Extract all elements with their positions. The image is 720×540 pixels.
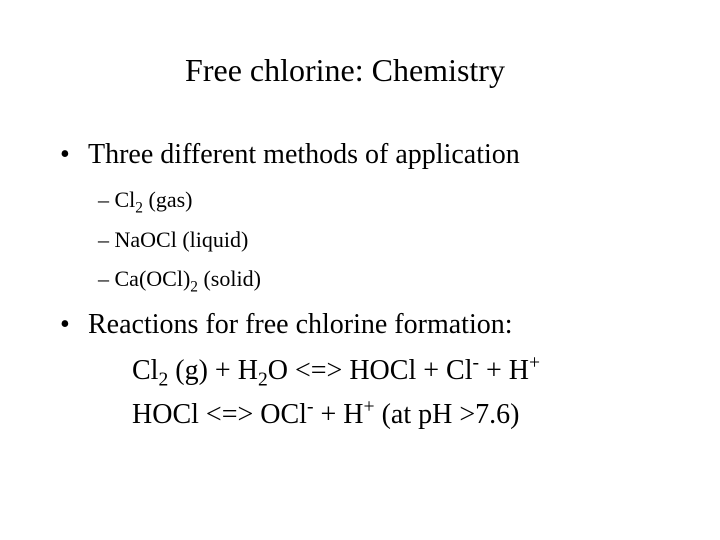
equation-part: (at pH >7.6) (374, 399, 520, 430)
superscript: + (529, 352, 541, 374)
equation-dissociation (132, 398, 519, 432)
equation-part: HOCl <=> OCl (132, 399, 307, 430)
bullet-text: Reactions for free chlorine formation: (88, 309, 513, 340)
sub-item-dash: – (98, 266, 109, 291)
bullet-text: Three different methods of application (88, 139, 520, 170)
sub-item-liquid (98, 226, 248, 254)
superscript: + (363, 396, 375, 418)
superscript: - (306, 396, 314, 418)
sub-item-text: NaOCl (liquid) (114, 227, 249, 252)
sub-item-dash: – (98, 227, 109, 252)
formula-part: Cl (114, 187, 136, 212)
equation-part: (g) + H (168, 355, 258, 386)
bullet-methods (60, 138, 520, 172)
subscript: 2 (257, 369, 268, 391)
formula-part: Ca(OCl) (114, 266, 191, 291)
equation-part: Cl (132, 355, 159, 386)
equation-part: + H (479, 355, 530, 386)
subscript: 2 (158, 369, 169, 391)
subscript: 2 (190, 278, 198, 296)
sub-item-dash: – (98, 187, 109, 212)
bullet-marker: • (60, 139, 70, 170)
subscript: 2 (135, 199, 143, 217)
bullet-reactions (60, 308, 513, 342)
equation-part: O <=> HOCl + Cl (267, 355, 473, 386)
superscript: - (472, 352, 480, 374)
bullet-marker: • (60, 309, 70, 340)
equation-part: + H (313, 399, 364, 430)
slide-title: Free chlorine: Chemistry (185, 52, 505, 88)
sub-item-solid (98, 265, 261, 296)
formula-part: (solid) (197, 266, 261, 291)
equation-hydrolysis (132, 352, 541, 391)
formula-part: (gas) (143, 187, 193, 212)
sub-item-gas (98, 186, 193, 217)
